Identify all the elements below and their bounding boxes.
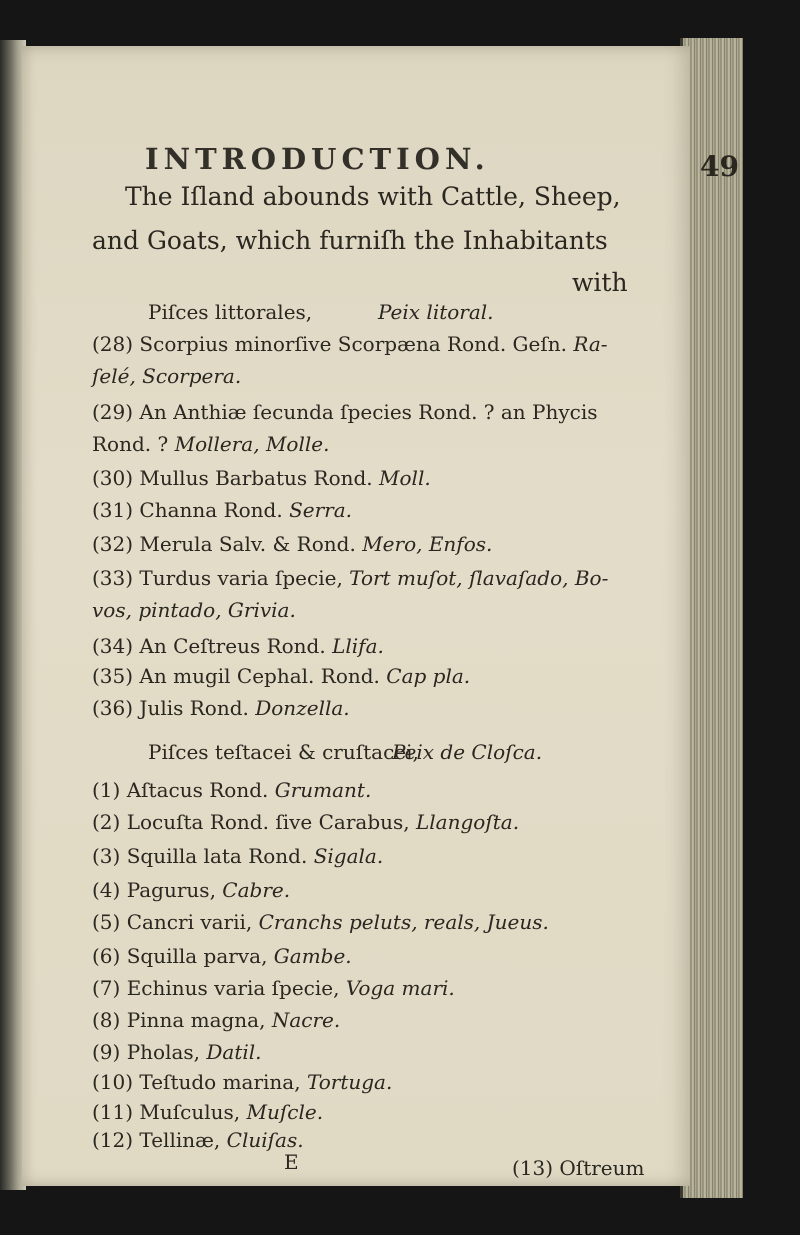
entry-latin: An Ceſtreus Rond. [139,634,326,658]
entry-number: (4) [92,878,121,902]
entry-latin: Muſculus, [139,1100,241,1124]
signature-mark: E [284,1150,299,1174]
entry-number: (10) [92,1070,134,1094]
entry-latin: An mugil Cephal. Rond. [139,664,380,688]
entry-latin: Pholas, [126,1040,201,1064]
entry-number: (29) [92,400,134,424]
entry-latin: Mullus Barbatus Rond. [139,466,373,490]
entry-latin: Echinus varia ſpecie, [126,976,340,1000]
entry-latin: Scorpius minorſive Scorpæna Rond. Geſn. [139,332,567,356]
entry-number: (30) [92,466,134,490]
entry-line [92,364,241,388]
entry-latin: Locuſta Rond. ſive Carabus, [126,810,410,834]
entry-number: (32) [92,532,134,556]
entry-line [92,810,519,834]
entry-line [92,976,455,1000]
entry-number: (1) [92,778,121,802]
entry-local: ſelé, Scorpera. [92,364,242,388]
entry-local: Serra. [289,498,353,522]
entry-line [92,532,492,556]
entry-number: (36) [92,696,134,720]
entry-latin: Aſtacus Rond. [126,778,269,802]
entry-number: (31) [92,498,134,522]
entry-number: (11) [92,1100,134,1124]
entry-local: Sigala. [313,844,384,868]
entry-latin: Julis Rond. [139,696,249,720]
entry-line [92,1008,340,1032]
entry-number: (8) [92,1008,121,1032]
entry-local: Ra- [573,332,608,356]
section-heading-local: Peix de Cloſca. [392,740,543,764]
entry-number: (6) [92,944,121,968]
entry-number: (28) [92,332,134,356]
entry-number: (7) [92,976,121,1000]
entry-local: Tort muſot, ſlavaſado, Bo- [349,566,609,590]
entry-line [92,878,290,902]
entry-number: (9) [92,1040,121,1064]
entry-line [92,634,384,658]
entry-line [92,844,383,868]
entry-line [92,1040,262,1064]
catchword: (13) Oſtreum [512,1156,645,1180]
entry-latin: Cancri varii, [126,910,253,934]
entry-line [92,1070,392,1094]
entry-local: Cranchs peluts, reals, Jueus. [258,910,549,934]
entry-latin: An Anthiæ ſecunda ſpecies Rond. ? an Phycis [139,400,598,424]
entry-local: Llangoſta. [416,810,520,834]
entry-line [92,696,350,720]
entry-line [92,944,352,968]
entry-number: (33) [92,566,134,590]
entry-latin: Teſtudo marina, [139,1070,301,1094]
section-heading-local: Peix litoral. [378,300,494,324]
entry-line [92,910,549,934]
entry-local: Voga mari. [345,976,455,1000]
entry-latin: Pagurus, [126,878,216,902]
entry-latin: Squilla parva, [126,944,268,968]
entry-local: Cabre. [222,878,291,902]
section-heading-latin: Piſces littorales, [148,300,313,324]
entry-latin: Merula Salv. & Rond. [139,532,356,556]
entry-latin: Channa Rond. [139,498,283,522]
entry-latin: Tellinæ, [139,1128,221,1152]
entry-local: Mollera, Molle. [174,432,330,456]
entry-number: (34) [92,634,134,658]
entry-line [92,778,371,802]
intro-line: and Goats, which furniſh the Inhabitants [92,226,608,255]
entry-latin: Squilla lata Rond. [126,844,308,868]
entry-line [92,664,470,688]
entry-line [92,400,598,424]
entry-number: (2) [92,810,121,834]
entry-local: Mero, Enfos. [362,532,493,556]
entry-line [92,466,431,490]
entry-number: (35) [92,664,134,688]
page-number: 49 [700,150,739,183]
entry-latin: Rond. ? [92,432,169,456]
entry-local: vos, pintado, Grivia. [92,598,296,622]
entry-local: Moll. [379,466,431,490]
entry-local: Llifa. [332,634,384,658]
entry-line [92,1128,304,1152]
entry-local: Grumant. [274,778,372,802]
entry-line [92,598,296,622]
entry-line [92,1100,323,1124]
entry-line [92,566,608,590]
entry-latin: Turdus varia ſpecie, [139,566,343,590]
entry-line [92,332,608,356]
entry-line [92,432,329,456]
entry-local: Tortuga. [306,1070,393,1094]
intro-line: The Iſland abounds with Cattle, Sheep, [125,182,621,211]
entry-line [92,498,352,522]
entry-local: Donzella. [255,696,350,720]
entry-number: (3) [92,844,121,868]
entry-local: Cluiſas. [226,1128,304,1152]
entry-local: Muſcle. [246,1100,324,1124]
entry-local: Datil. [206,1040,262,1064]
intro-line: with [572,268,628,297]
entry-local: Gambe. [273,944,352,968]
entry-latin: Pinna magna, [126,1008,266,1032]
entry-number: (12) [92,1128,134,1152]
entry-local: Cap pla. [386,664,471,688]
running-head: INTRODUCTION. [145,142,490,176]
entry-local: Nacre. [271,1008,341,1032]
section-heading-latin: Piſces teſtacei & cruſtacei, [148,740,419,764]
entry-number: (5) [92,910,121,934]
